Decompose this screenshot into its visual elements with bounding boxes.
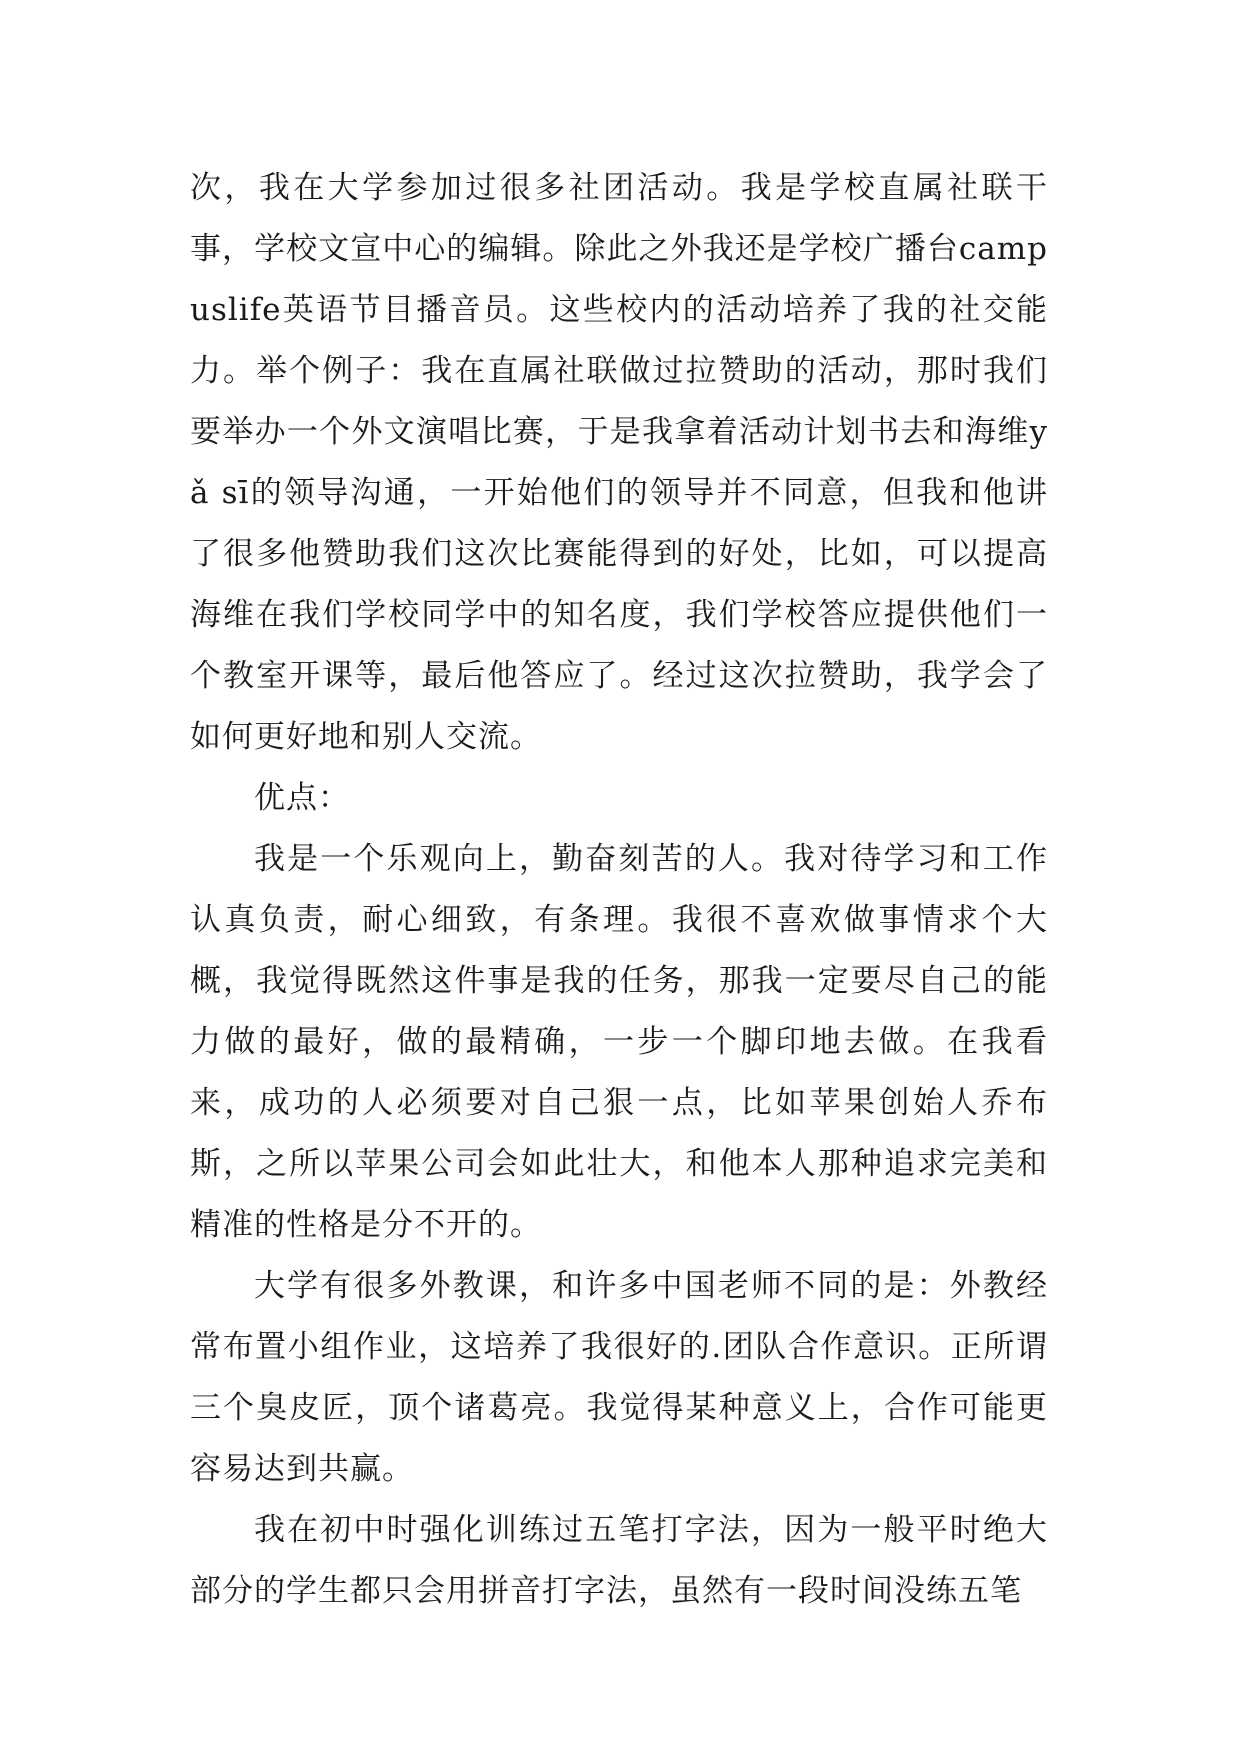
paragraph-activities: 次，我在大学参加过很多社团活动。我是学校直属社联干事，学校文宣中心的编辑。除此之外我还是学校广播台campuslife英语节目播音员。这些校内的活动培养了我的社交能力。举个例子：我在直属社联做过拉赞助的活动，那时我们要举办一个外文演唱比赛，于是我拿着活动计划书去和海维yǎ sī的领导沟通，一开始他们的领导并不同意，但我和他讲了很多他赞助我们这次比赛能得到的好处，比如，可以提高海维在我们学校同学中的知名度，我们学校答应提供他们一个教室开课等，最后他答应了。经过这次拉赞助，我学会了如何更好地和别人交流。 xyxy=(190,170,1048,755)
paragraph-teamwork: 大学有很多外教课，和许多中国老师不同的是：外教经常布置小组作业，这培养了我很好的.团队合作意识。正所谓三个臭皮匠，顶个诸葛亮。我觉得某种意义上，合作可能更容易达到共赢。 xyxy=(190,1268,1048,1487)
heading-strengths: 优点： xyxy=(254,780,350,816)
paragraph-typing: 我在初中时强化训练过五笔打字法，因为一般平时绝大部分的学生都只会用拼音打字法，虽然有一段时间没练五笔 xyxy=(190,1512,1048,1609)
paragraph-personality: 我是一个乐观向上，勤奋刻苦的人。我对待学习和工作认真负责，耐心细致，有条理。我很不喜欢做事情求个大概，我觉得既然这件事是我的任务，那我一定要尽自己的能力做的最好，做的最精确，一步一个脚印地去做。在我看来，成功的人必须要对自己狠一点，比如苹果创始人乔布斯，之所以苹果公司会如此壮大，和他本人那种追求完美和精准的性格是分不开的。 xyxy=(190,841,1048,1243)
document-page xyxy=(190,158,1048,1622)
